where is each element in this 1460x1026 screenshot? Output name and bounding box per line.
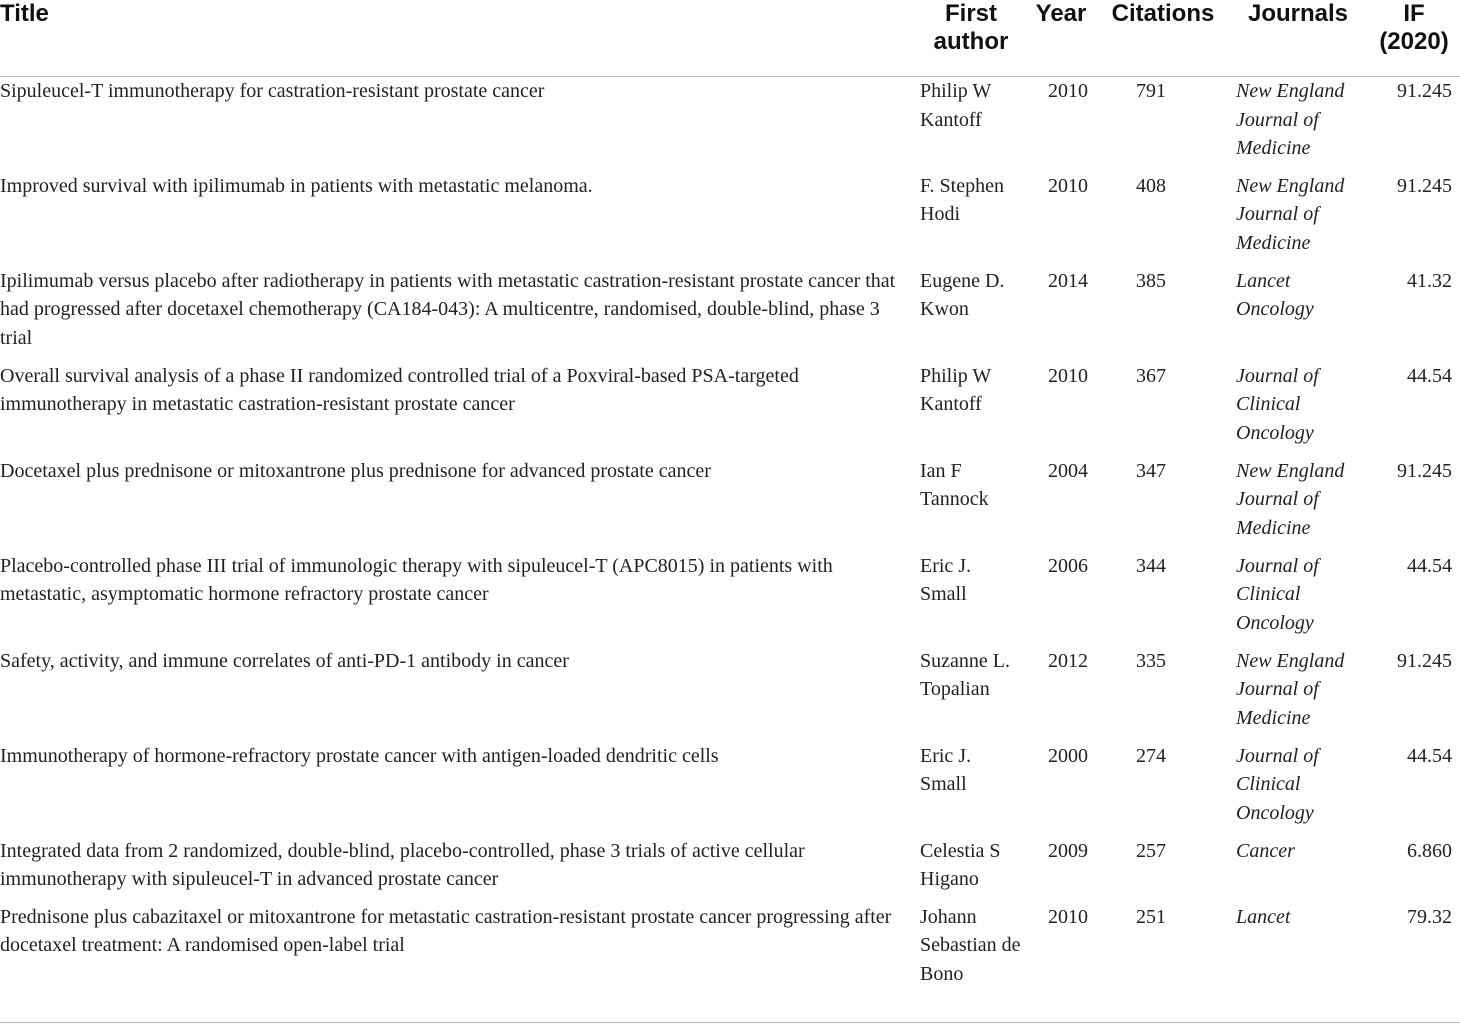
- cell-citations: 274: [1136, 744, 1166, 767]
- cell-journal: New England Journal of Medicine: [1236, 80, 1345, 160]
- header-impact-factor: IF (2020): [1379, 0, 1449, 55]
- cell-journal: Journal of Clinical Oncology: [1236, 744, 1319, 824]
- table-header: [0, 0, 1460, 77]
- cell-year: 2004: [1048, 459, 1088, 482]
- cell-journal: Lancet Oncology: [1236, 269, 1314, 321]
- cell-impact-factor: 91.245: [1397, 80, 1452, 102]
- cell-year: 2010: [1048, 364, 1088, 387]
- cell-year: 2009: [1048, 839, 1088, 862]
- cell-author: Philip W Kantoff: [920, 80, 991, 131]
- bottom-rule: [0, 1022, 1460, 1023]
- cell-impact-factor: 6.860: [1407, 839, 1452, 862]
- cell-citations: 408: [1136, 174, 1166, 197]
- cell-title: Ipilimumab versus placebo after radiotherapy in patients with metastatic castration-resistant prostate cancer that had progressed after docetaxel chemotherapy (CA184-043): A multicentre, randomised, double-blind, phase 3 trial: [0, 269, 896, 349]
- cell-title: Improved survival with ipilimumab in patients with metastatic melanoma.: [0, 174, 593, 197]
- cell-year: 2012: [1048, 649, 1088, 672]
- cell-impact-factor: 91.245: [1397, 174, 1452, 197]
- cell-journal: New England Journal of Medicine: [1236, 174, 1345, 254]
- table-row: [0, 742, 1460, 837]
- table-row: [0, 552, 1460, 647]
- cell-journal: Cancer: [1236, 839, 1295, 862]
- cell-year: 2000: [1048, 744, 1088, 767]
- cell-impact-factor: 44.54: [1407, 364, 1452, 387]
- cell-citations: 385: [1136, 269, 1166, 292]
- header-year: Year: [1035, 0, 1087, 27]
- cell-journal: Lancet: [1236, 905, 1291, 928]
- cell-impact-factor: 44.54: [1407, 554, 1452, 577]
- cell-year: 2010: [1048, 174, 1088, 197]
- cell-year: 2010: [1048, 905, 1088, 928]
- cell-author: Philip W Kantoff: [920, 364, 991, 416]
- table-row: [0, 903, 1460, 993]
- header-first-author: First author: [933, 0, 1009, 55]
- table-row: [0, 77, 1460, 172]
- cell-impact-factor: 41.32: [1407, 269, 1452, 292]
- table-row: [0, 267, 1460, 362]
- cell-citations: 344: [1136, 554, 1166, 577]
- table-body: [0, 77, 1460, 993]
- cell-author: Eric J. Small: [920, 744, 972, 796]
- cell-impact-factor: 44.54: [1407, 744, 1452, 767]
- cell-citations: 791: [1136, 80, 1166, 102]
- table-row: [0, 647, 1460, 742]
- cell-citations: 335: [1136, 649, 1166, 672]
- header-row: [0, 0, 1460, 77]
- header-journals: Journals: [1247, 0, 1349, 27]
- cell-title: Sipuleucel-T immunotherapy for castration-resistant prostate cancer: [0, 80, 545, 102]
- cell-citations: 367: [1136, 364, 1166, 387]
- table-row: [0, 362, 1460, 457]
- table-row: [0, 172, 1460, 267]
- cell-impact-factor: 91.245: [1397, 459, 1452, 482]
- cell-journal: Journal of Clinical Oncology: [1236, 554, 1319, 634]
- cell-year: 2006: [1048, 554, 1088, 577]
- cell-title: Immunotherapy of hormone-refractory prostate cancer with antigen-loaded dendritic cells: [0, 744, 719, 767]
- cell-author: Eric J. Small: [920, 554, 972, 606]
- cell-year: 2010: [1048, 80, 1088, 102]
- cell-journal: New England Journal of Medicine: [1236, 459, 1345, 539]
- cell-impact-factor: 91.245: [1397, 649, 1452, 672]
- header-citations: Citations: [1111, 0, 1215, 27]
- cell-citations: 257: [1136, 839, 1166, 862]
- cell-citations: 347: [1136, 459, 1166, 482]
- cell-journal: Journal of Clinical Oncology: [1236, 364, 1319, 444]
- cell-author: F. Stephen Hodi: [920, 174, 1004, 226]
- cell-author: Suzanne L. Topalian: [920, 649, 1010, 701]
- cell-title: Prednisone plus cabazitaxel or mitoxantrone for metastatic castration-resistant prostate cancer progressing after docetaxel treatment: A randomised open-label trial: [0, 905, 892, 957]
- table-row: [0, 837, 1460, 903]
- cell-title: Docetaxel plus prednisone or mitoxantrone plus prednisone for advanced prostate cancer: [0, 459, 711, 482]
- cell-title: Safety, activity, and immune correlates of anti-PD-1 antibody in cancer: [0, 649, 569, 672]
- cell-author: Eugene D. Kwon: [920, 269, 1005, 321]
- cell-title: Overall survival analysis of a phase II randomized controlled trial of a Poxviral-based PSA-targeted immunotherapy in metastatic castration-resistant prostate cancer: [0, 364, 799, 416]
- cell-title: Placebo-controlled phase III trial of immunologic therapy with sipuleucel-T (APC8015) in patients with metastatic, asymptomatic hormone refractory prostate cancer: [0, 554, 833, 606]
- cell-author: Johann Sebastian de Bono: [920, 905, 1021, 985]
- header-title: Title: [0, 0, 49, 27]
- cell-journal: New England Journal of Medicine: [1236, 649, 1345, 729]
- cell-author: Ian F Tannock: [920, 459, 989, 511]
- cell-citations: 251: [1136, 905, 1166, 928]
- cell-author: Celestia S Higano: [920, 839, 1001, 891]
- cell-impact-factor: 79.32: [1407, 905, 1452, 928]
- cell-year: 2014: [1048, 269, 1088, 292]
- table-row: [0, 457, 1460, 552]
- cell-title: Integrated data from 2 randomized, double-blind, placebo-controlled, phase 3 trials of active cellular immunotherapy with sipuleucel-T in advanced prostate cancer: [0, 839, 805, 891]
